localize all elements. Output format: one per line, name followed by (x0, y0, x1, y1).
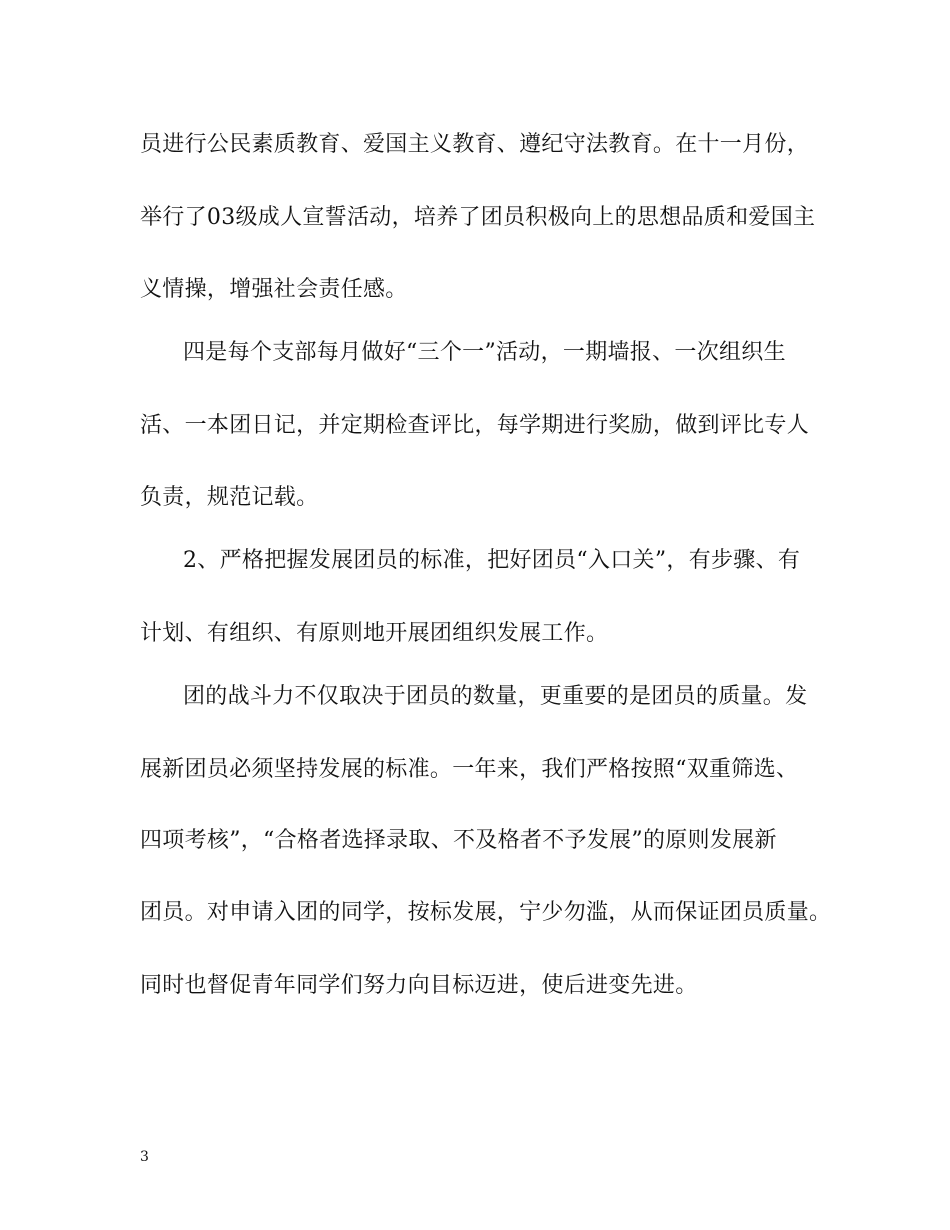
text-line: 团的战斗力不仅取决于团员的数量，更重要的是团员的质量。发 (183, 684, 808, 709)
text-line: 2、严格把握发展团员的标准，把好团员“入口关”，有步骤、有 (183, 548, 801, 573)
text-line: 负责，规范记载。 (140, 485, 319, 510)
text-line: 员进行公民素质教育、爱国主义教育、遵纪守法教育。在十一月份， (140, 132, 810, 157)
text-line: 展新团员必须坚持发展的标准。一年来，我们严格按照“双重筛选、 (140, 757, 799, 782)
page-number: 3 (140, 1149, 149, 1165)
text-line: 四是每个支部每月做好“三个一”活动，一期墙报、一次组织生 (183, 340, 786, 365)
text-line: 义情操，增强社会责任感。 (140, 277, 408, 302)
text-line: 同时也督促青年同学们努力向目标迈进，使后进变先进。 (140, 973, 698, 998)
text-line: 活、一本团日记，并定期检查评比，每学期进行奖励，做到评比专人 (140, 413, 810, 438)
text-line: 四项考核”，“合格者选择录取、不及格者不予发展”的原则发展新 (140, 828, 777, 853)
text-line: 举行了03级成人宣誓活动，培养了团员积极向上的思想品质和爱国主 (140, 205, 816, 230)
text-line: 计划、有组织、有原则地开展团组织发展工作。 (140, 621, 609, 646)
text-line: 团员。对申请入团的同学，按标发展，宁少勿滥，从而保证团员质量。 (140, 900, 832, 925)
